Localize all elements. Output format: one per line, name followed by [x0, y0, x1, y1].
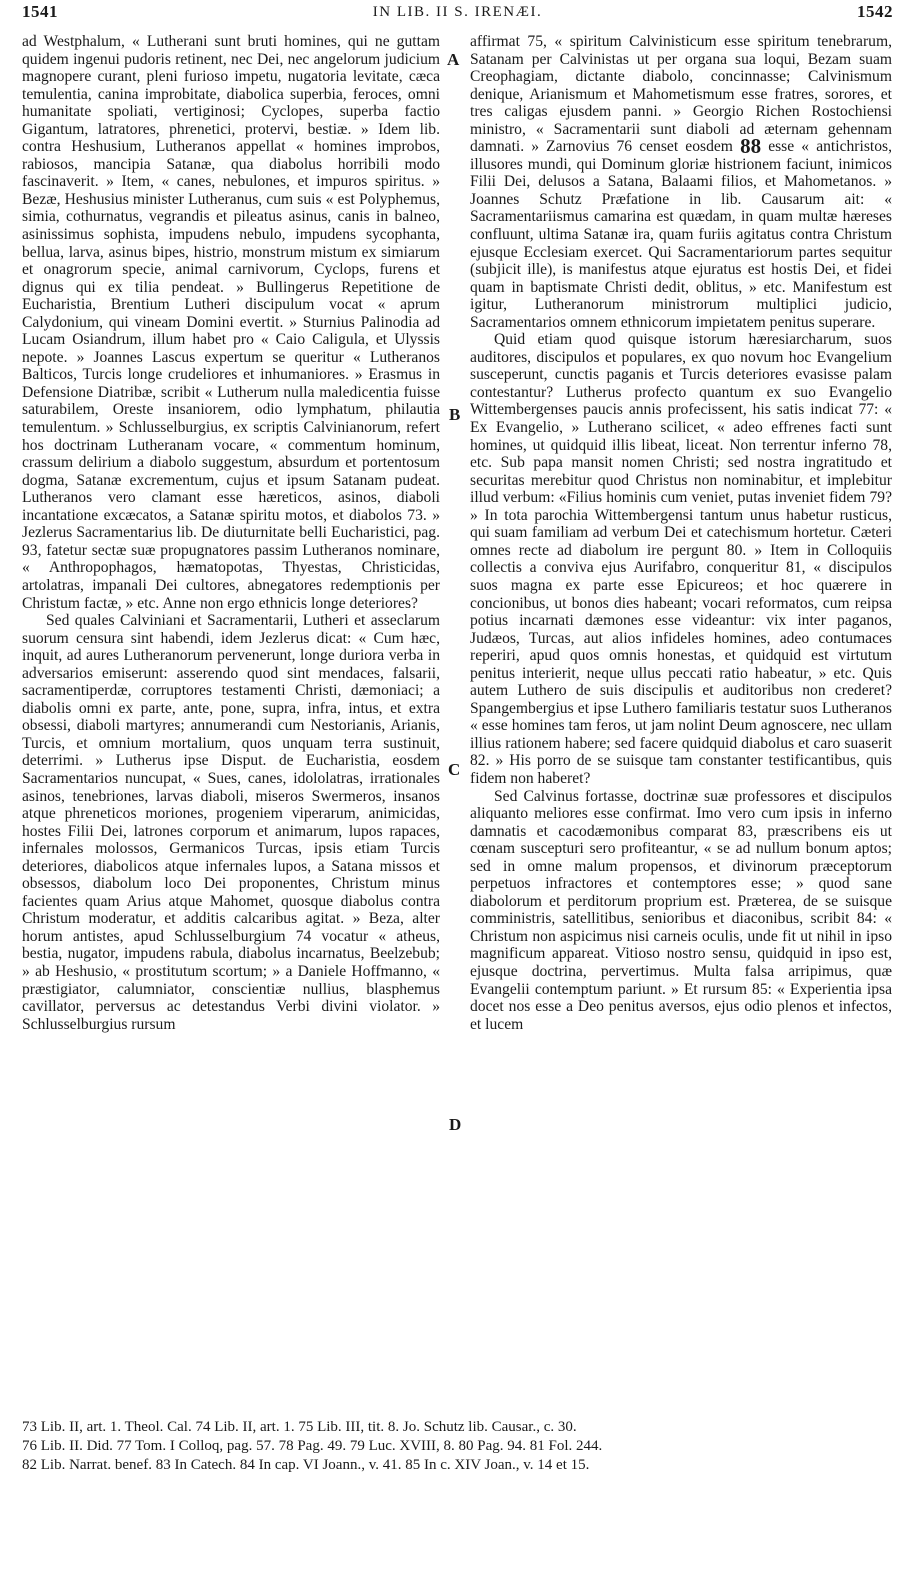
- margin-letter-c: C: [448, 760, 461, 779]
- running-title: IN LIB. II S. IRENÆI.: [372, 4, 543, 20]
- right-paragraph-1-part-b: esse « antichristos, illusores mundi, qui Dominum gloriæ histrionem faciunt, inimicos Filii Dei, delusos a Satana, Balaami filios, et Mahometanos. » Joannes Schutz Præfatione in lib. Causarum ait: « Sacramentariismus camarina est quædam, in quam multæ hæreses confluunt, ultima Satanæ ira, quam furiis agitatus contra Christum ejusque Ecclesiam exercet. Qui Sacramentariorum partes sequitur (subjicit ille), is manifestus atque ejuratus est hostis Dei, et fidei quam in baptismate Christi dedit, oblitus, » etc. Manifestum est igitur, Lutheranorum ministrorum multiplici judicio, Sacramentarios omnem ethnicorum impietatem penitus superare.: [470, 138, 892, 331]
- left-paragraph-1: ad Westphalum, « Lutherani sunt bruti homines, qui ne guttam quidem ingenui pudoris retinent, nec Dei, nec angelorum judicium magnopere curant, pleni furioso impetu, nugatoria levitate, cæca temulentia, canina improbitate, diabolica superbia, feroces, omni humanitate spoliati, vertiginosi; Cyclopes, superba factio Gigantum, latratores, phrenetici, protervi, bestiæ. » Idem lib. contra Heshusium, Lutheranos appellat « homines improbos, rabiosos, mancipia Satanæ, qua diabolus horribili modo fascinaverit. » Item, « canes, nebulones, et impuros spiritus. » Bezæ, Heshusius minister Lutheranus, cum suis « est Polyphemus, simia, cothurnatus, vegrandis et pileatus asinus, canis in balneo, asinissimus sophista, impudens nebulo, impudens sycophanta, bellua, larva, asinus bipes, histrio, monstrum mistum ex simiarum et onagrorum specie, animal carnivorum, Cyclops, furens et dignus qui ex tilia pendeat. » Bullingerus Repetitione de Eucharistia, Brentium Lutheri discipulum vocat « aprum Calydonium, qui vineam Domini evertit. » Sturnius Palinodia ad Lucam Osiandrum, illum habet pro « Caio Caligula, et Ulyssis nepote. » Joannes Lascus expertum se queritur « Lutheranos Balticos, Turcis longe crudeliores et inhumaniores. » Erasmus in Defensione Diatribæ, scribit « Lutherum nulla maledicentia fuisse saturabilem, Oreste insaniorem, odio lymphatum, philautia temulentum. » Schlusselburgius, ex scriptis Calvinianorum, refert hos doctrinam Lutheranam vocare, « commentum hominum, crassum delirium a diabolo suggestum, absurdum et portentosum dogma, Satanæ excrementum, cujus et ipsum Satanam pudeat. Lutheranos vero clamant esse hæreticos, asinos, diaboli incantatione excæcatos, a Satanæ spiritu motos, et diabolos 73. » Jezlerus Sacramentarius lib. De diuturnitate belli Eucharistici, pag. 93, fatetur sectæ suæ propugnatores passim Lutheranos nominare, « Anthropophagos, hæmatopotas, Thyestas, Christicidas, artolatras, impanali Dei cultores, abnegatores redemptionis per Christum factæ, » etc. Anne non ergo ethnicis longe deteriores?: [22, 33, 440, 612]
- edition-column-number: 88: [740, 134, 762, 159]
- left-column: [22, 33, 440, 1401]
- right-paragraph-3: Sed Calvinus fortasse, doctrinæ suæ professores et discipulos aliquanto meliores esse confirmat. Imo vero cum ipsis in inferno damnatis et cacodæmonibus comparat 83, præscribens eis ut cœnam suscepturi sero profiteantur, « se ad nullum bonum aptos; sed in omne malum propensos, et divinorum præceptorum perpetuos infractores et contemptores esse; » quod sane diabolorum et perditorum proprium est. Præterea, de se suisque comministris, satellitibus, senioribus et diaconibus, scribit 84: « Christum non aspicimus nisi carneis oculis, unde fit ut nihil in ipso magnificum appareat. Vitioso nostro sensu, quidquid in ipso est, ejusque doctrina, pervertimus. Multa falsa arripimus, quæ Evangelii contemptum pariunt. » Et rursum 85: « Experientia ipsa docet nos esse a Deo penitus aversos, ejus odio plenos et infectos, et lucem: [470, 787, 892, 1033]
- footnote-line-1: 73 Lib. II, art. 1. Theol. Cal. 74 Lib. II, art. 1. 75 Lib. III, tit. 8. Jo. Schutz lib. Causar., c. 30.: [22, 1419, 577, 1435]
- page-number-left: 1541: [22, 2, 58, 21]
- right-column: [470, 33, 892, 1401]
- right-paragraph-1-part-a: affirmat 75, « spiritum Calvinisticum esse spiritum tenebrarum, Satanam per Calvinistas ut per organa sua loqui, Bezam suam Creophagiam, dictante diabolo, concinnasse; Calvinismum denique, Arianismum et Mahometismum esse fratres, sorores, et tres caligas ejusdem panni. » Georgio Richen Rostochiensi ministro, « Sacramentarii sunt diaboli ad æternam gehennam damnati. » Zarnovius 76 censet eosdem: [470, 33, 892, 156]
- right-paragraph-1: [470, 33, 892, 331]
- margin-letter-d: D: [449, 1115, 462, 1134]
- left-paragraph-2: Sed quales Calviniani et Sacramentarii, Lutheri et asseclarum suorum censura sint habendi, idem Jezlerus dicat: « Cum hæc, inquit, ad aures Lutheranorum pervenerunt, longe duriora verba in adversarios emiserunt: asserendo quod sint mendaces, falsarii, sacramentiperdæ, corruptores testamenti Christi, dæmoniaci; a diabolis omni ex parte, ante, pone, supra, infra, intus, et extra obsessi, diaboli martyres; annumerandi cum Nestorianis, Arianis, Turcis, et omnium mortalium, quos unquam terra sustinuit, deterrimi. » Lutherus ipse Disput. de Eucharistia, eosdem Sacramentarios nuncupat, « Sues, canes, idololatras, irrationales asinos, tenebriones, larvas diaboli, miseros Swermeros, insanos atque phreneticos moriones, progeniem viperarum, animicidas, hostes Filii Dei, latrones corporum et animarum, lupos rapaces, infernales molossos, Germanicos Turcas, ipsis etiam Turcis deteriores, diabolicos atque infernales lupos, a Satana missos et obsessos, diabolum loco Dei proponentes, Christum minus facientes quam Arius atque Mahomet, quosque diabolus contra Christum moderatur, et additis calcaribus agitat. » Beza, alter horum antistes, apud Schlusselburgium 74 vocatur « atheus, bestia, nugator, impudens rabula, diabolus incarnatus, Beelzebub; » ab Heshusio, « prostitutum scortum; » a Daniele Hoffmanno, « præstigiator, calumniator, conscientiæ nullius, blasphemus cavillator, perversus ac detestandus Verbi divini violator. » Schlusselburgius rursum: [22, 612, 440, 1033]
- footnote-line-2: 76 Lib. II. Did. 77 Tom. I Colloq, pag. 57. 78 Pag. 49. 79 Luc. XVIII, 8. 80 Pag. 94. 81 Fol. 244.: [22, 1438, 603, 1454]
- footnote-line-3: 82 Lib. Narrat. benef. 83 In Catech. 84 In cap. VI Joann., v. 41. 85 In c. XIV Joan., v. 14 et 15.: [22, 1457, 590, 1473]
- page-header: [22, 0, 893, 30]
- page-number-right: 1542: [857, 2, 893, 21]
- footnotes: [22, 1418, 893, 1475]
- margin-letter-b: B: [449, 405, 461, 424]
- margin-letter-a: A: [447, 50, 460, 69]
- right-paragraph-2: Quid etiam quod quisque istorum hæresiarcharum, suos auditores, discipulos et populares, ex quo novum hoc Evangelium susceperunt, cunctis paganis et Turcis deteriores evasisse palam contestantur? Lutherus profecto quantum ex suo Evangelio Wittembergenses paucis annis profecissent, his satis indicat 77: « Ex Evangelio, » Lutherano scilicet, « adeo effrenes facti sunt homines, ut quidquid illis libeat, liceat. Non terrentur inferno 78, etc. Sub papa mansit nomen Christi; sed nostra ingratitudo et securitas merebitur quod Christus non nominabitur, et implebitur illud verbum: «Filius hominis cum veniet, putas inveniet fidem 79? » In tota parochia Wittembergensi tantum unus habetur rusticus, qui suam familiam ad verbum Dei et catechismum hortetur. Cæteri omnes recte ad diabolum ire pergunt 80. » Item in Colloquiis collectis a conviva ejus Aurifabro, conqueritur 81, « discipulos suos magna ex parte esse Epicureos; et hoc quærere in concionibus, ut bonos dies habeant; vocari reformatos, cum reipsa potius incarnati dæmones esse videantur: vix inter paganos, Judæos, Turcas, aut alios infideles homines, adeo contumaces reperiri, apud quos omnis honestas, et quidquid est virtutum penitus interierit, neque ullus peccati ratio habeatur, » etc. Quis autem Luthero de suis discipulis et auditoribus non crederet? Spangembergius et ipse Luthero familiaris testatur suos Lutheranos « esse homines tam feros, ut jam nolint Deum agnoscere, nec ullam illius rationem habere; sed facere quidquid diabolus et caro suaserit 82. » His porro de se suisque tam constanter testificantibus, quis fidem non haberet?: [470, 331, 892, 787]
